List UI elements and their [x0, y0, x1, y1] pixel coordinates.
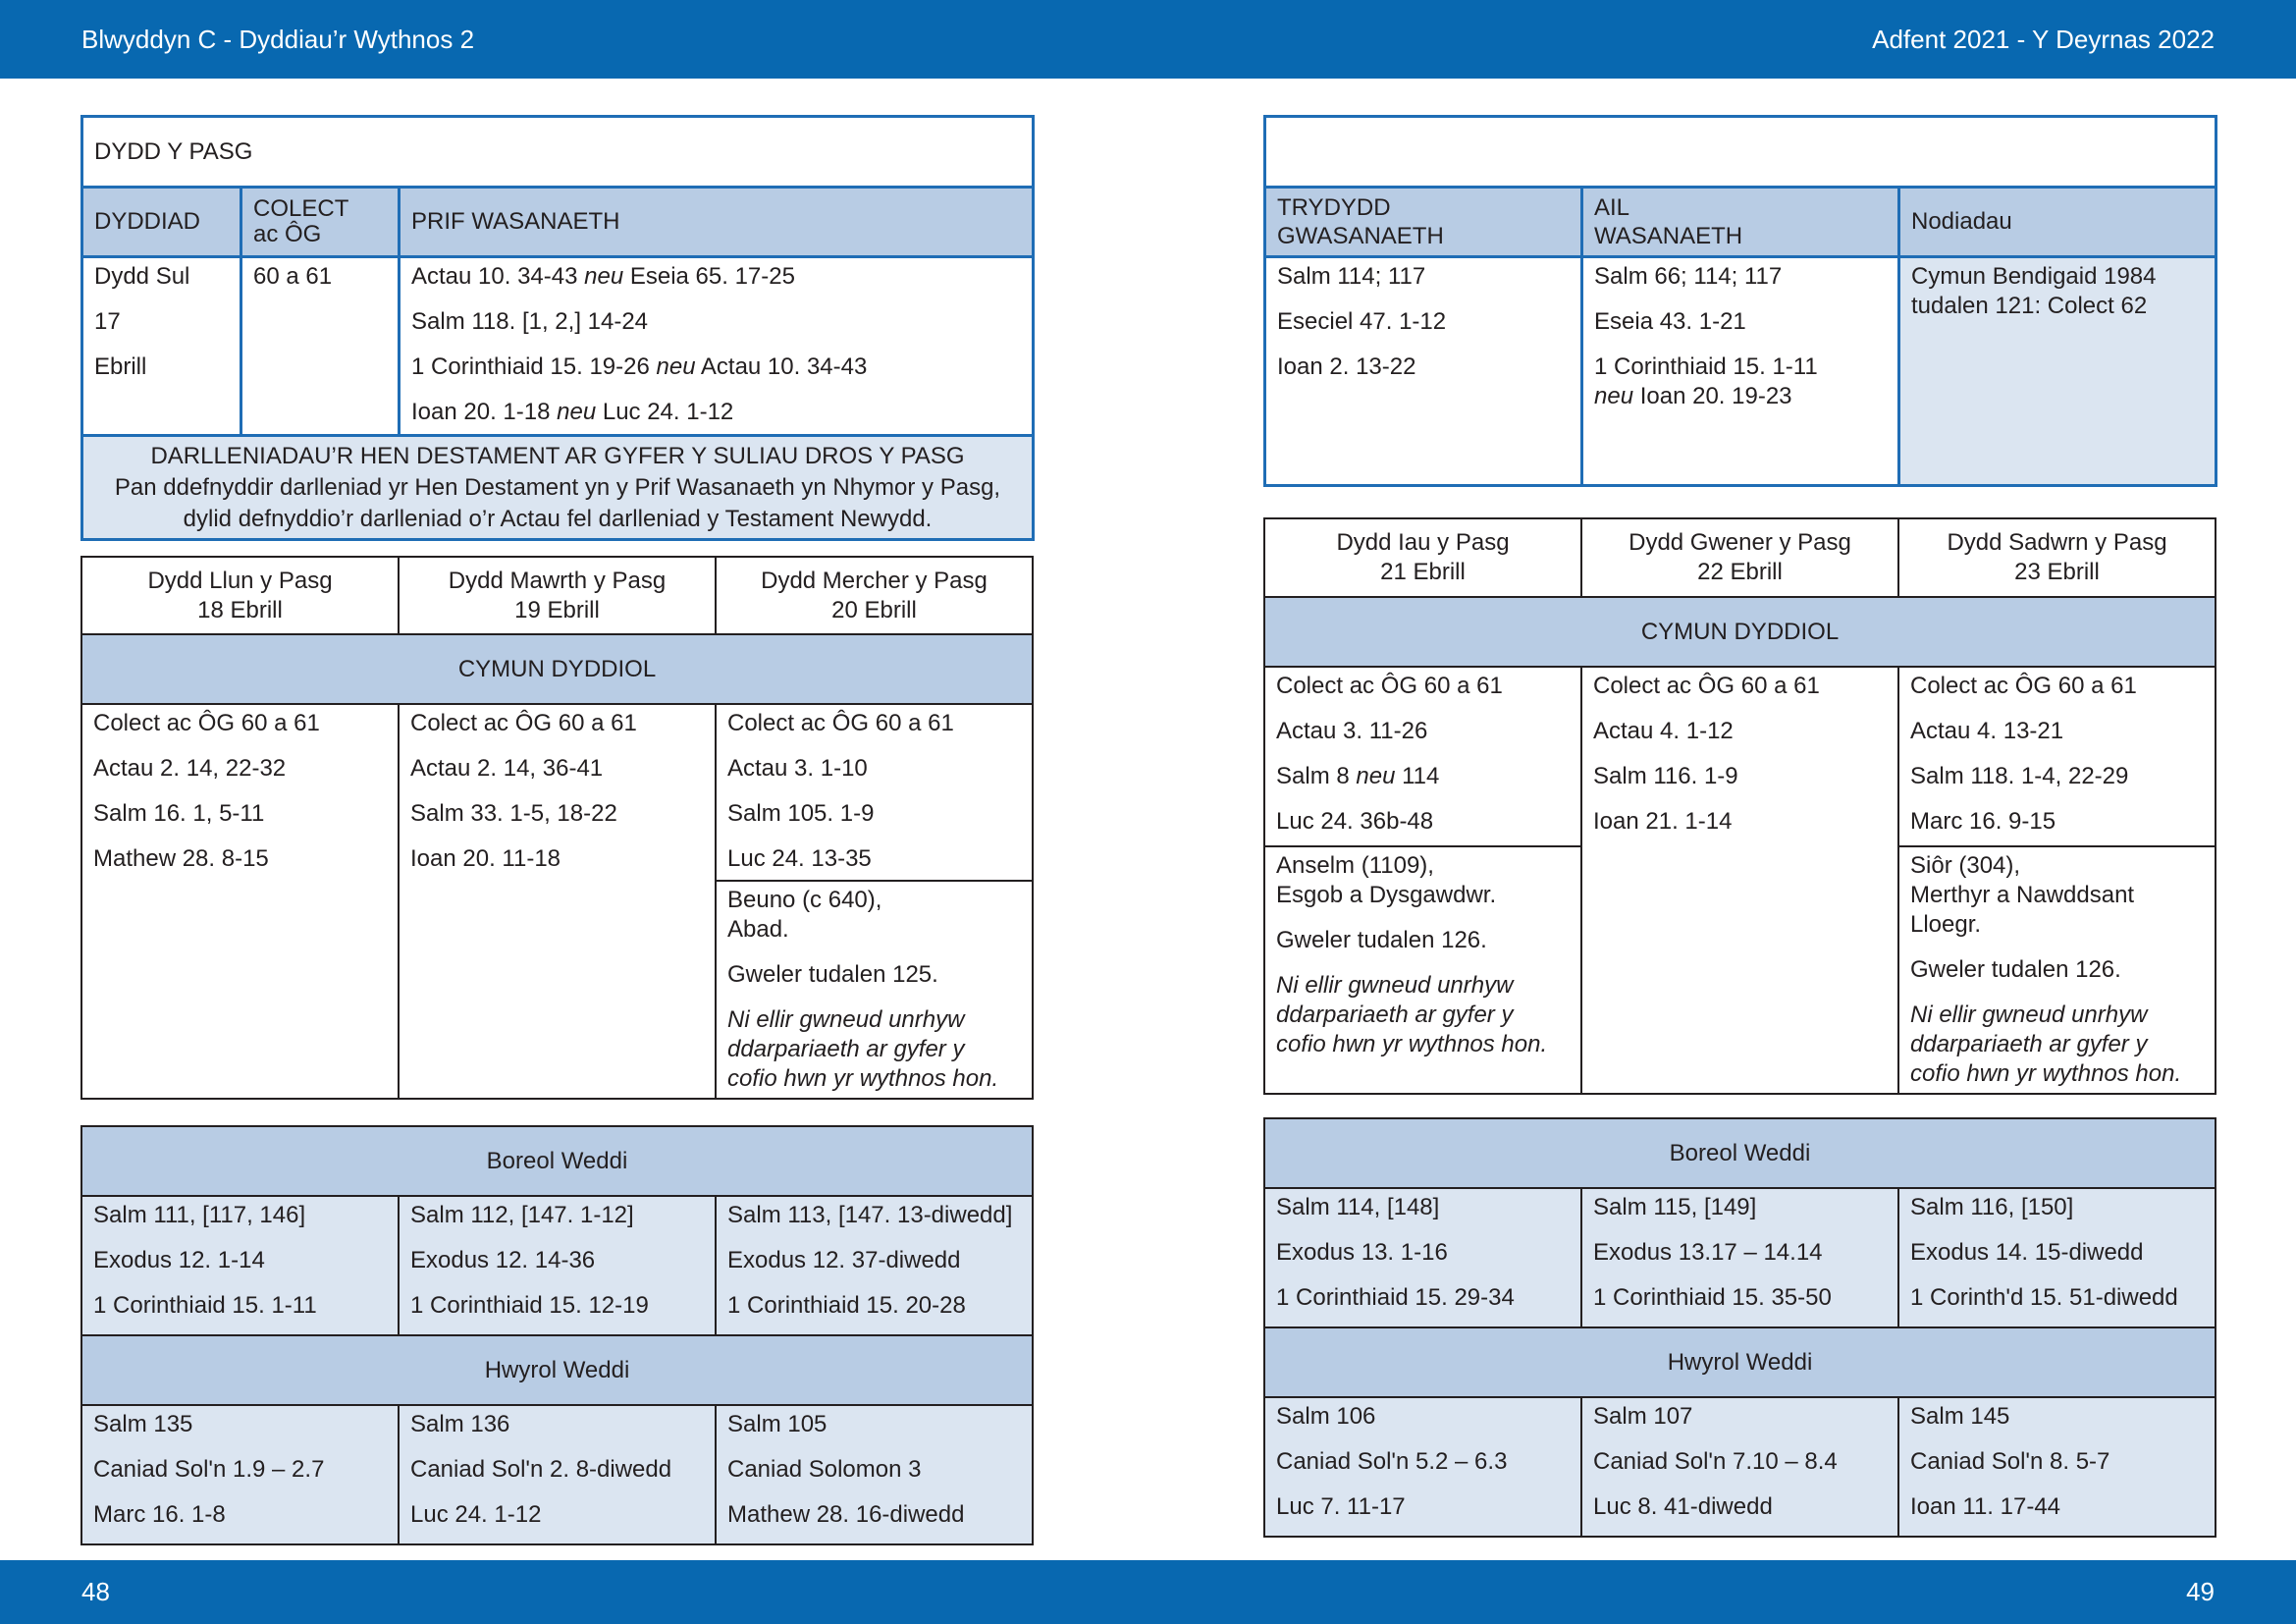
- col-header-second-service: [1582, 188, 1899, 257]
- friday-readings: [1581, 667, 1898, 1094]
- easter-readings-cell: [400, 257, 1034, 436]
- day-header-tuesday: [399, 557, 716, 634]
- header-right-title: Adfent 2021 - Y Deyrnas 2022: [1872, 25, 2215, 54]
- reading: Salm 66; 114; 117: [1594, 263, 1783, 290]
- page-number-right: 49: [2186, 1577, 2215, 1606]
- daily-communion-label: CYMUN DYDDIOL: [81, 634, 1033, 704]
- col-header-third-line2: GWASANAETH: [1277, 223, 1444, 249]
- commemoration-name: Anselm (1109), Esgob a Dysgawdwr.: [1276, 852, 1497, 908]
- evening-prayer-label: Hwyrol Weddi: [1264, 1327, 2216, 1397]
- reading: Ioan 11. 17-44: [1910, 1493, 2061, 1520]
- reading: Actau 4. 13-21: [1910, 718, 2064, 744]
- day-date: 20 Ebrill: [831, 596, 917, 623]
- reading: Colect ac ÔG 60 a 61: [1593, 673, 1820, 699]
- day-name: Dydd Llun y Pasg: [147, 567, 333, 594]
- saturday-readings: [1898, 667, 2216, 846]
- evening-wednesday: [716, 1405, 1033, 1544]
- reading: Salm 111, [117, 146]: [93, 1202, 306, 1228]
- morning-thursday: [1264, 1188, 1581, 1327]
- evening-prayer-label: Hwyrol Weddi: [81, 1335, 1033, 1405]
- reading: Salm 33. 1-5, 18-22: [410, 800, 617, 827]
- day-header-friday: [1581, 518, 1898, 597]
- reading: Salm 136: [410, 1411, 510, 1437]
- reading: Colect ac ÔG 60 a 61: [1910, 673, 2137, 699]
- reading: Marc 16. 1-8: [93, 1501, 226, 1528]
- reading: Ioan 20. 11-18: [410, 845, 561, 872]
- reading: 1 Corinthiaid 15. 1-11: [93, 1292, 317, 1319]
- weekdays-table-left: [80, 556, 1034, 1100]
- reading: 1 Corinthiaid 15. 12-19: [410, 1292, 649, 1319]
- commemoration-note: Ni ellir gwneud unrhyw ddarpariaeth ar gyfer y cofio hwn yr wythnos hon.: [1276, 972, 1548, 1057]
- reading: Salm 107: [1593, 1403, 1693, 1430]
- weekdays-table-right: [1263, 517, 2216, 1095]
- col-header-second-line1: AIL: [1594, 194, 1630, 221]
- evening-friday: [1581, 1397, 1898, 1537]
- reading: Salm 105: [727, 1411, 828, 1437]
- ot-readings-text-2: dylid defnyddio’r darlleniad o’r Actau fel darlleniad y Testament Newydd.: [183, 505, 933, 532]
- reading: Actau 3. 1-10: [727, 755, 868, 782]
- col-header-third-service: [1265, 188, 1582, 257]
- reading: Exodus 12. 37-diwedd: [727, 1247, 961, 1273]
- reading: Colect ac ÔG 60 a 61: [410, 710, 637, 736]
- easter-day-table-left: [80, 115, 1035, 541]
- reading: Salm 16. 1, 5-11: [93, 800, 265, 827]
- reading: Salm 114, [148]: [1276, 1194, 1440, 1220]
- morning-wednesday: [716, 1196, 1033, 1335]
- reading: 1 Corinthiaid 15. 20-28: [727, 1292, 966, 1319]
- easter-day-table-right: [1263, 115, 2217, 487]
- notes-line1: Cymun Bendigaid 1984: [1911, 263, 2157, 290]
- morning-friday: [1581, 1188, 1898, 1327]
- reading-4: Ioan 20. 1-18 neu Luc 24. 1-12: [411, 399, 734, 425]
- reading: Colect ac ÔG 60 a 61: [1276, 673, 1503, 699]
- col-header-collect-line2: ac ÔG: [253, 221, 322, 247]
- reading: Ioan 2. 13-22: [1277, 353, 1416, 380]
- col-header-second-line2: WASANAETH: [1594, 223, 1743, 249]
- reading: Eseciel 47. 1-12: [1277, 308, 1447, 335]
- ot-readings-text-1: Pan ddefnyddir darlleniad yr Hen Destament yn y Prif Wasanaeth yn Nhymor y Pasg,: [114, 473, 1001, 501]
- reading: Luc 7. 11-17: [1276, 1493, 1406, 1520]
- reading: Salm 118. 1-4, 22-29: [1910, 763, 2129, 789]
- reading: Exodus 12. 14-36: [410, 1247, 596, 1273]
- day-header-saturday: [1898, 518, 2216, 597]
- thursday-commemoration: [1264, 846, 1581, 1094]
- third-service-readings: [1265, 257, 1582, 486]
- second-service-readings: [1582, 257, 1899, 486]
- reading: Caniad Solomon 3: [727, 1456, 922, 1483]
- saturday-commemoration: [1898, 846, 2216, 1094]
- easter-day-title: DYDD Y PASG: [82, 117, 1034, 188]
- reading: Luc 24. 36b-48: [1276, 808, 1434, 835]
- reading: Salm 8 neu 114: [1276, 763, 1440, 789]
- reading: Salm 106: [1276, 1403, 1376, 1430]
- reading: Caniad Sol'n 8. 5-7: [1910, 1448, 2110, 1475]
- thursday-readings: [1264, 667, 1581, 846]
- header-left-title: Blwyddyn C - Dyddiau’r Wythnos 2: [81, 25, 475, 54]
- header-bar: [0, 0, 2296, 79]
- evening-tuesday: [399, 1405, 716, 1544]
- reading: Caniad Sol'n 7.10 – 8.4: [1593, 1448, 1838, 1475]
- reading: 1 Corinthiaid 15. 35-50: [1593, 1284, 1832, 1311]
- reading: 1 Corinthiaid 15. 1-11 neu Ioan 20. 19-23: [1594, 353, 1818, 409]
- reading: Colect ac ÔG 60 a 61: [727, 710, 954, 736]
- notes-cell: [1899, 257, 2216, 486]
- reading: Salm 115, [149]: [1593, 1194, 1757, 1220]
- reading: Mathew 28. 16-diwedd: [727, 1501, 965, 1528]
- commemoration-note: Ni ellir gwneud unrhyw ddarpariaeth ar gyfer y cofio hwn yr wythnos hon.: [727, 1006, 999, 1092]
- reading: Actau 2. 14, 36-41: [410, 755, 604, 782]
- col-header-collect: [241, 188, 400, 257]
- day-date: 18 Ebrill: [197, 596, 283, 623]
- reading: Eseia 43. 1-21: [1594, 308, 1746, 335]
- easter-date-cell: [82, 257, 241, 436]
- reading: Colect ac ÔG 60 a 61: [93, 710, 320, 736]
- morning-prayer-label: Boreol Weddi: [1264, 1118, 2216, 1188]
- reading: Actau 4. 1-12: [1593, 718, 1734, 744]
- evening-thursday: [1264, 1397, 1581, 1537]
- reading-3: 1 Corinthiaid 15. 19-26 neu Actau 10. 34-43: [411, 353, 868, 380]
- see-page-ref: Gweler tudalen 126.: [1910, 956, 2121, 983]
- day-date: 19 Ebrill: [514, 596, 600, 623]
- reading: Salm 116, [150]: [1910, 1194, 2074, 1220]
- day-name: Dydd Mawrth y Pasg: [448, 567, 667, 594]
- see-page-ref: Gweler tudalen 126.: [1276, 927, 1487, 953]
- day-header-monday: [81, 557, 399, 634]
- reading: Exodus 13. 1-16: [1276, 1239, 1448, 1266]
- col-header-principal: PRIF WASANAETH: [400, 188, 1034, 257]
- wednesday-commemoration: [716, 881, 1033, 1099]
- easter-collect-cell: 60 a 61: [241, 257, 400, 436]
- reading: Salm 113, [147. 13-diwedd]: [727, 1202, 1013, 1228]
- easter-date-line2: 17: [94, 308, 121, 335]
- easter-date-line3: Ebrill: [94, 353, 147, 380]
- wednesday-readings: [716, 704, 1033, 881]
- reading: Luc 24. 13-35: [727, 845, 872, 872]
- reading: 1 Corinth'd 15. 51-diwedd: [1910, 1284, 2178, 1311]
- reading: Marc 16. 9-15: [1910, 808, 2056, 835]
- reading: Salm 145: [1910, 1403, 2010, 1430]
- day-name: Dydd Mercher y Pasg: [761, 567, 988, 594]
- reading: Exodus 14. 15-diwedd: [1910, 1239, 2144, 1266]
- reading: Salm 105. 1-9: [727, 800, 875, 827]
- reading-1: Actau 10. 34-43 neu Eseia 65. 17-25: [411, 263, 795, 290]
- morning-monday: [81, 1196, 399, 1335]
- evening-saturday: [1898, 1397, 2216, 1537]
- reading: Actau 3. 11-26: [1276, 718, 1428, 744]
- reading: Luc 8. 41-diwedd: [1593, 1493, 1773, 1520]
- commemoration-note: Ni ellir gwneud unrhyw ddarpariaeth ar gyfer y cofio hwn yr wythnos hon.: [1910, 1001, 2182, 1087]
- see-page-ref: Gweler tudalen 125.: [727, 961, 938, 988]
- tuesday-readings: [399, 704, 716, 1099]
- morning-tuesday: [399, 1196, 716, 1335]
- day-header-wednesday: [716, 557, 1033, 634]
- col-header-collect-line1: COLECT: [253, 195, 349, 222]
- morning-prayer-label: Boreol Weddi: [81, 1126, 1033, 1196]
- offices-table-left: [80, 1125, 1034, 1545]
- reading: Exodus 13.17 – 14.14: [1593, 1239, 1823, 1266]
- easter-date-line1: Dydd Sul: [94, 263, 190, 290]
- reading: Ioan 21. 1-14: [1593, 808, 1733, 835]
- col-header-date: DYDDIAD: [82, 188, 241, 257]
- col-header-notes: Nodiadau: [1899, 188, 2216, 257]
- offices-table-right: [1263, 1117, 2216, 1538]
- commemoration-name: Siôr (304), Merthyr a Nawddsant Lloegr.: [1910, 852, 2135, 938]
- reading: Caniad Sol'n 1.9 – 2.7: [93, 1456, 325, 1483]
- reading: Salm 114; 117: [1277, 263, 1426, 290]
- reading: Luc 24. 1-12: [410, 1501, 542, 1528]
- day-name: Dydd Sadwrn y Pasg: [1947, 529, 2167, 556]
- commemoration-name: Beuno (c 640), Abad.: [727, 887, 882, 943]
- ot-readings-note: [82, 436, 1034, 540]
- reading: Salm 116. 1-9: [1593, 763, 1738, 789]
- reading: Caniad Sol'n 5.2 – 6.3: [1276, 1448, 1508, 1475]
- morning-saturday: [1898, 1188, 2216, 1327]
- evening-monday: [81, 1405, 399, 1544]
- reading: Salm 135: [93, 1411, 193, 1437]
- day-date: 23 Ebrill: [2014, 559, 2100, 585]
- day-date: 21 Ebrill: [1380, 559, 1466, 585]
- reading: Mathew 28. 8-15: [93, 845, 269, 872]
- day-header-thursday: [1264, 518, 1581, 597]
- reading: Exodus 12. 1-14: [93, 1247, 265, 1273]
- easter-day-title-blank: [1265, 117, 2216, 188]
- notes-line2: tudalen 121: Colect 62: [1911, 293, 2148, 319]
- reading: Salm 112, [147. 1-12]: [410, 1202, 634, 1228]
- monday-readings: [81, 704, 399, 1099]
- footer-bar: [0, 1560, 2296, 1624]
- daily-communion-label: CYMUN DYDDIOL: [1264, 597, 2216, 667]
- reading: Actau 2. 14, 22-32: [93, 755, 287, 782]
- day-name: Dydd Gwener y Pasg: [1629, 529, 1851, 556]
- reading-2: Salm 118. [1, 2,] 14-24: [411, 308, 649, 335]
- reading: 1 Corinthiaid 15. 29-34: [1276, 1284, 1515, 1311]
- col-header-third-line1: TRYDYDD: [1277, 194, 1391, 221]
- day-date: 22 Ebrill: [1697, 559, 1783, 585]
- reading: Caniad Sol'n 2. 8-diwedd: [410, 1456, 672, 1483]
- ot-readings-title: DARLLENIADAU’R HEN DESTAMENT AR GYFER Y SULIAU DROS Y PASG: [150, 442, 965, 469]
- page-number-left: 48: [81, 1577, 110, 1606]
- day-name: Dydd Iau y Pasg: [1336, 529, 1510, 556]
